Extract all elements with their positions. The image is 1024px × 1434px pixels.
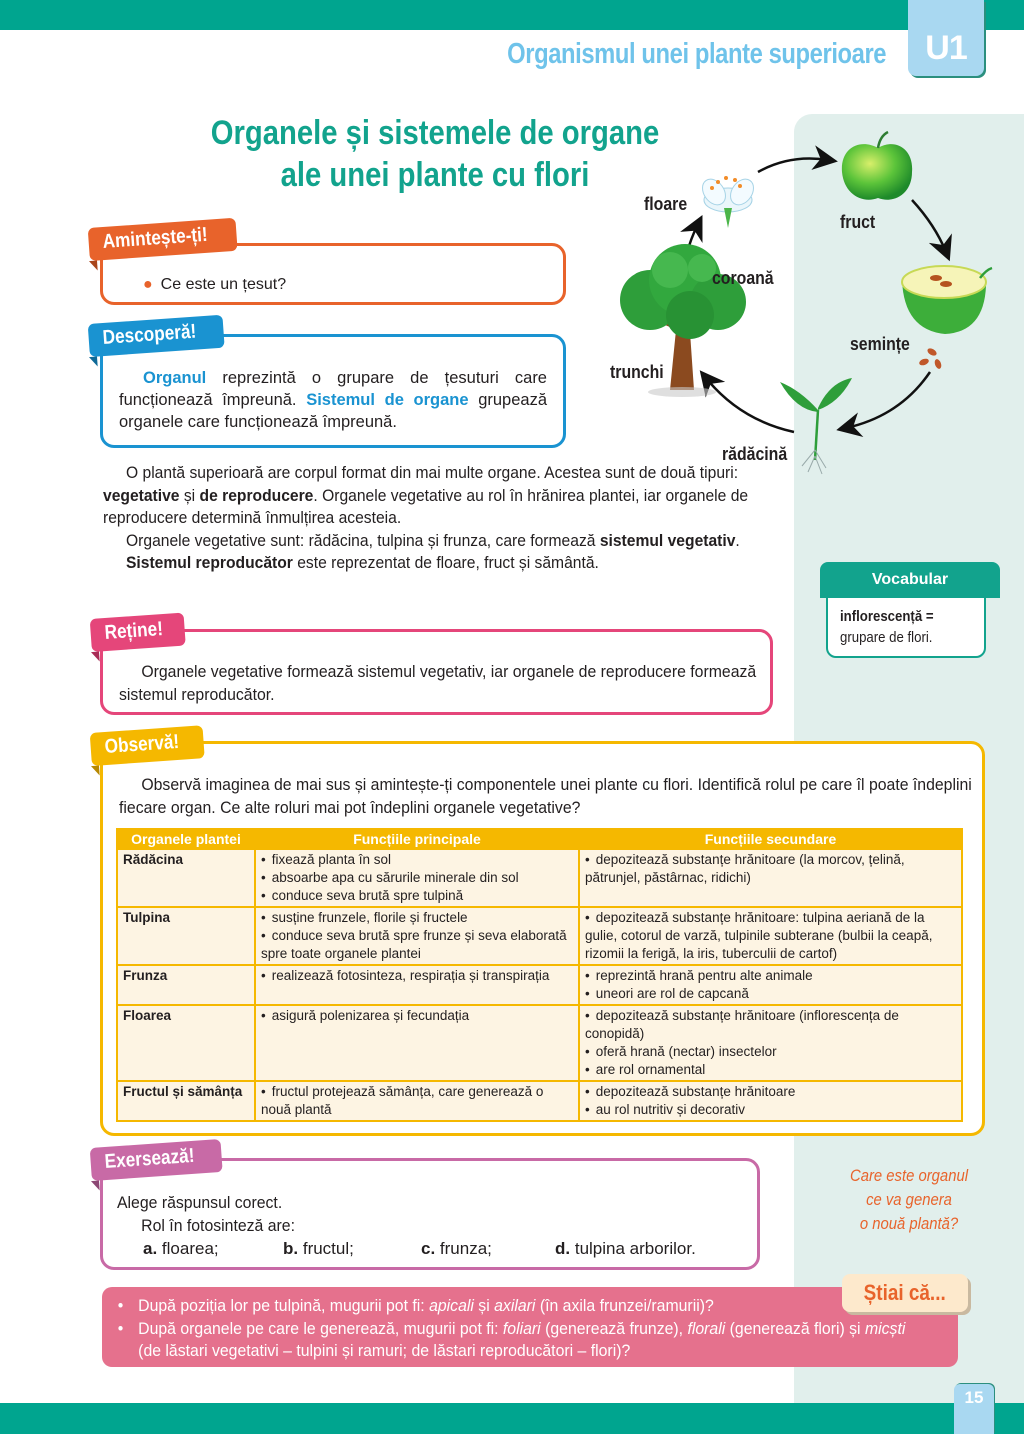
primary-functions [255, 907, 579, 965]
header-organ: Organele plantei [117, 829, 255, 849]
option-text: floarea; [161, 1239, 219, 1258]
term-foliari: foliari [502, 1318, 541, 1338]
option-letter: d. [555, 1239, 571, 1258]
stiai-text: (de lăstari vegetativi – tulpini și ramuri; de lăstari reproducători – flori)? [138, 1341, 631, 1360]
organ-name: Fructul și sămânța [117, 1081, 255, 1121]
option-letter: a. [143, 1239, 158, 1258]
label-floare: floare [644, 194, 688, 214]
organ-name: Tulpina [117, 907, 255, 965]
function-item: • susține frunzele, florile și fructele [261, 909, 573, 927]
function-item: • conduce seva brută spre tulpină [261, 887, 573, 905]
function-item: • depozitează substanțe hrănitoare: tulpina aeriană de la gulie, cotorul de varză, tulpinile subterane (bulbii la ceapă, rizomii la ferigă, la iris, tuberculii de cartof) [585, 909, 956, 963]
secondary-functions [579, 1005, 962, 1081]
unit-badge [908, 0, 984, 76]
label-fruct: fruct [840, 212, 876, 232]
option-text: fructul; [302, 1239, 354, 1258]
p1-text-c: și [179, 485, 200, 505]
exerseaza-tag-label: Exersează! [103, 1144, 196, 1174]
observa-text: Observă imaginea de mai sus și amintește-ți componentele unei plante cu flori. Identifică rolul pe care îl poate îndeplini fiecare organ. Ce alte roluri mai pot îndeplini organele vegetative? [119, 775, 972, 817]
bullet-icon: ● [143, 276, 153, 293]
primary-functions [255, 849, 579, 907]
option-letter: c. [421, 1239, 436, 1258]
lifecycle-svg [590, 120, 1010, 480]
stiai-text: (în axila frunzei/ramurii)? [535, 1296, 714, 1315]
body-paragraph-3 [103, 552, 773, 575]
stiai-text: După organele pe care le generează, mugurii pot fi: [138, 1318, 503, 1338]
plant-lifecycle-diagram [590, 120, 1010, 480]
header-secondary: Funcțiile secundare [579, 829, 962, 849]
arrow-fruct-to-seminte [912, 200, 946, 252]
seeds-icon [918, 347, 942, 370]
descopera-text1: reprezintă o grupare de țesuturi care funcționează împreună. [119, 369, 547, 409]
page-number [954, 1384, 994, 1434]
aminteste-tag-label: Amintește-ți! [101, 223, 209, 254]
function-item: • conduce seva brută spre frunze și seva elaborată spre toate organele plantei [261, 927, 573, 963]
vocabular-definition: grupare de flori. [840, 629, 933, 646]
half-apple-icon [902, 266, 992, 334]
descopera-text [119, 367, 547, 433]
flower-icon [698, 175, 758, 228]
term-axilari: axilari [494, 1296, 536, 1315]
organs-table [116, 828, 963, 1122]
p2-text-c: . [735, 530, 740, 550]
secondary-functions [579, 849, 962, 907]
body-text [103, 462, 773, 575]
option-c[interactable] [421, 1237, 492, 1260]
stiai-text: și [473, 1296, 495, 1315]
organ-name: Frunza [117, 965, 255, 1005]
tag-fold [89, 357, 98, 368]
table-row [117, 1081, 962, 1121]
page-number-label: 15 [964, 1388, 984, 1407]
stiai-box [102, 1287, 958, 1367]
label-seminte: semințe [850, 334, 910, 354]
side-question-line1: Care este organul [849, 1167, 969, 1185]
lesson-title-line1: Organele și sistemele de organe [210, 114, 660, 152]
primary-functions [255, 1081, 579, 1121]
primary-functions [255, 1005, 579, 1081]
function-item: • asigură polenizarea și fecundația [261, 1007, 573, 1025]
secondary-functions [579, 1081, 962, 1121]
p2-text-a: Organele vegetative sunt: rădăcina, tulpina și frunza, care formează [126, 530, 600, 550]
tag-fold [89, 261, 98, 272]
option-text: tulpina arborilor. [574, 1239, 696, 1258]
stiai-list [114, 1295, 914, 1363]
table-header-row [117, 829, 962, 849]
arrow-floare-to-fruct [758, 159, 828, 173]
aminteste-item [143, 276, 286, 294]
stiai-text: (generează frunze), [540, 1318, 688, 1338]
term-sistemul-de-organe: Sistemul de organe [306, 391, 469, 409]
function-item: • uneori are rol de capcană [585, 985, 956, 1003]
header-primary: Funcțiile principale [255, 829, 579, 849]
p1-text-d: . Organele vegetative au rol în hrănirea plantei, iar organele de reproducere determină înmulțirea acesteia. [103, 485, 749, 527]
function-item: • au rol nutritiv și decorativ [585, 1101, 956, 1119]
exercise-instruction: Alege răspunsul corect. [117, 1193, 283, 1212]
exercise-question [117, 1191, 749, 1237]
exerseaza-box [100, 1158, 760, 1270]
vocabular-term: inflorescență = [840, 608, 934, 625]
retine-tag-label: Reține! [103, 618, 164, 645]
vocabular-body [840, 606, 990, 648]
tag-fold [91, 766, 100, 777]
table-row [117, 849, 962, 907]
descopera-tag-label: Descoperă! [101, 320, 197, 350]
arrow-seminte-to-radacina [846, 372, 930, 428]
apple-icon [842, 132, 912, 200]
stiai-item [114, 1295, 914, 1318]
descopera-text2: grupează organele care funcționează împreună. [119, 391, 548, 431]
function-item: • are rol ornamental [585, 1061, 956, 1079]
organ-name: Floarea [117, 1005, 255, 1081]
side-question [827, 1164, 991, 1236]
term-apicali: apicali [429, 1296, 474, 1315]
side-question-line2: ce va genera [866, 1191, 952, 1209]
label-radacina: rădăcină [722, 444, 788, 464]
table-row [117, 1005, 962, 1081]
retine-box [100, 629, 773, 715]
term-florali: florali [687, 1318, 726, 1338]
p1-text-a: O plantă superioară are corpul format din mai multe organe. Acestea sunt de două tipuri: [126, 463, 739, 482]
option-b[interactable] [283, 1237, 354, 1260]
seedling-icon [780, 378, 852, 474]
aminteste-item-text: Ce este un țesut? [160, 276, 287, 293]
secondary-functions [579, 965, 962, 1005]
body-paragraph-2 [103, 530, 773, 553]
function-item: • reprezintă hrană pentru alte animale [585, 967, 956, 985]
tag-fold [91, 652, 100, 663]
bottom-band [0, 1403, 1024, 1434]
body-paragraph-1 [103, 462, 773, 530]
vocabular-title: Vocabular [820, 562, 1000, 598]
p3-text-a: este reprezentat de floare, fruct și sământă. [292, 553, 599, 572]
retine-tag [90, 613, 186, 652]
unit-title: Organismul unei plante superioare [507, 38, 886, 70]
label-trunchi: trunchi [610, 362, 664, 382]
retine-text: Organele vegetative formează sistemul vegetativ, iar organele de reproducere formează sistemul reproducător. [119, 662, 757, 704]
option-letter: b. [283, 1239, 299, 1258]
function-item: • depozitează substanțe hrănitoare (la morcov, țelină, pătrunjel, păstârnac, ridichi) [585, 851, 956, 887]
label-coroana: coroană [712, 268, 774, 288]
primary-functions [255, 965, 579, 1005]
term-organul: Organul [143, 369, 207, 387]
option-text: frunza; [439, 1239, 492, 1258]
stiai-tag [842, 1274, 968, 1312]
function-item: • realizează fotosinteza, respirația și transpirația [261, 967, 573, 985]
stiai-item [114, 1318, 914, 1363]
table-row [117, 965, 962, 1005]
option-a[interactable] [143, 1237, 219, 1260]
observa-tag-label: Observă! [103, 730, 180, 759]
side-question-line3: o nouă plantă? [859, 1215, 959, 1233]
function-item: • depozitează substanțe hrănitoare [585, 1083, 956, 1101]
stiai-tag-label: Știai că... [863, 1280, 947, 1305]
secondary-functions [579, 907, 962, 965]
stiai-text: După poziția lor pe tulpină, mugurii pot fi: [138, 1296, 430, 1315]
lesson-title-line2: ale unei plante cu flori [280, 156, 590, 194]
arrow-radacina-to-tree [706, 378, 794, 432]
term-sistemul-vegetativ: sistemul vegetativ [599, 530, 736, 550]
function-item: • fixează planta în sol [261, 851, 573, 869]
unit-badge-label: U1 [925, 29, 967, 67]
function-item: • fructul protejează sămânța, care generează o nouă plantă [261, 1083, 573, 1119]
function-item: • absoarbe apa cu sărurile minerale din sol [261, 869, 573, 887]
observa-box [100, 741, 985, 1136]
term-vegetative: vegetative [103, 485, 180, 505]
top-band [0, 0, 1024, 30]
tag-fold [91, 1181, 100, 1192]
option-d[interactable] [555, 1237, 696, 1260]
vocabular-box [826, 562, 986, 658]
exercise-prompt: Rol în fotosinteză are: [141, 1216, 295, 1235]
term-sistemul-reproducator: Sistemul reproducător [126, 553, 293, 572]
stiai-text: (generează flori) și [725, 1318, 865, 1338]
term-de-reproducere: de reproducere [199, 485, 314, 505]
function-item: • depozitează substanțe hrănitoare (inflorescența de conopidă) [585, 1007, 956, 1043]
function-item: • oferă hrană (nectar) insectelor [585, 1043, 956, 1061]
term-micsti: micști [864, 1318, 906, 1338]
table-row [117, 907, 962, 965]
organ-name: Rădăcina [117, 849, 255, 907]
